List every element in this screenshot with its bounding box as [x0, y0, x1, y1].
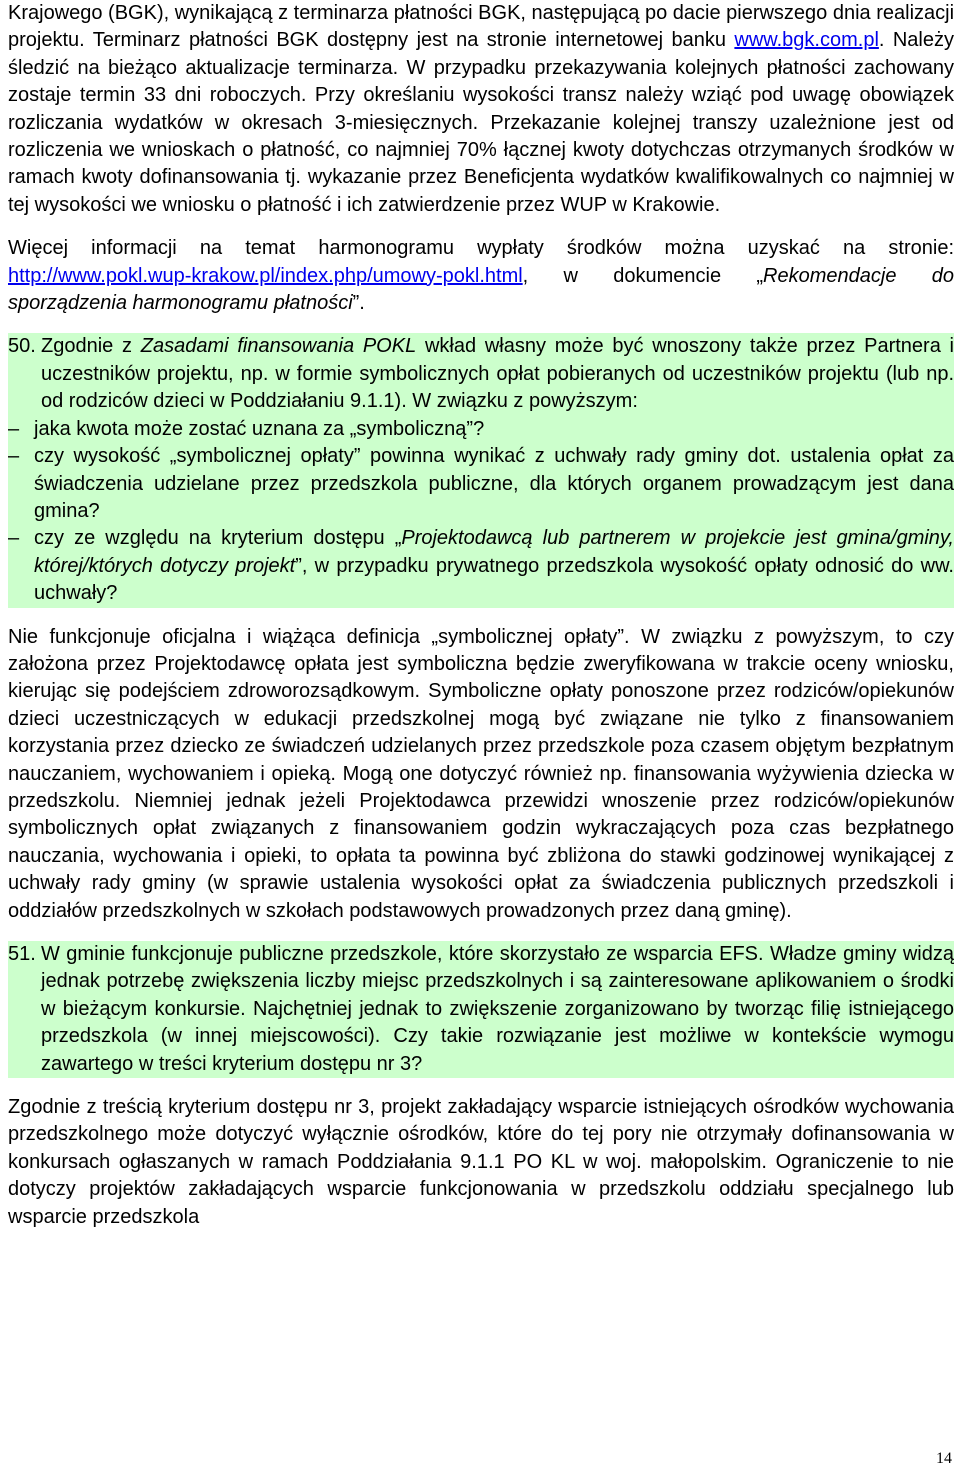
- bgk-link[interactable]: www.bgk.com.pl: [734, 29, 879, 52]
- list-item: – czy ze względu na kryterium dostępu „Projektodawcą lub partnerem w projekcie jest gmina/gminy, której/których dotyczy projekt”, w przypadku prywatnego przedszkola wysokość opłaty odnosić do ww. uchwały?: [8, 525, 954, 607]
- text: . Należy śledzić na bieżąco aktualizacje terminarza. W przypadku przekazywania kolejnych płatności zachowany zostaje termin 33 dni roboczych. Przy określaniu wysokości transz należy wziąć pod uwagę obowiązek rozliczania wydatków w okresach 3-miesięcznych. Przekazanie kolejnej transzy uzależnione jest od rozliczenia we wnioskach o płatność, co najmniej 70% łącznej kwoty dotychczas otrzymanych środków w ramach kwoty dofinansowania tj. wykazanie przez Beneficjenta wydatków kwalifikowalnych co najmniej w tej wysokości we wniosku o płatność i ich zatwierdzenie przez WUP w Krakowie.: [8, 29, 954, 216]
- question-51: [8, 941, 954, 1078]
- dash-bullet: –: [8, 527, 20, 550]
- document-page: [8, 0, 954, 1231]
- text: ”.: [352, 292, 365, 315]
- question-text: W gminie funkcjonuje publiczne przedszkole, które skorzystało ze wsparcia EFS. Władze gminy widzą jednak potrzebę zwiększenia liczby miejsc przedszkolnych i są zainteresowane aplikowaniem o środki w bieżącym konkursie. Najchętniej jednak to zwiększenie zorganizowano by tworząc filię istniejącego przedszkola (w innej miejscowości). Czy takie rozwiązanie jest możliwe w kontekście wymogu zawartego w treści kryterium dostępu nr 3?: [41, 943, 954, 1075]
- paragraph-payment-schedule: [8, 0, 954, 219]
- paragraph-more-info: [8, 235, 954, 317]
- question-number: 50.: [8, 335, 36, 358]
- list-item: – jaka kwota może zostać uznana za „symboliczną”?: [8, 416, 954, 443]
- text: Więcej informacji na temat harmonogramu wypłaty środków można uzyskać na stronie:: [8, 237, 954, 260]
- dash-bullet: –: [8, 417, 20, 440]
- question-text: Zgodnie z Zasadami finansowania POKL wkład własny może być wnoszony także przez Partnera i uczestników projektu, np. w formie symbolicznych opłat pobieranych od uczestników projektu (lub np. od rodziców dzieci w Poddziałaniu 9.1.1). W związku z powyższym:: [41, 335, 955, 413]
- answer-50: Nie funkcjonuje oficjalna i wiążąca definicja „symbolicznej opłaty”. W związku z powyższym, to czy założona przez Projektodawcę opłata jest symboliczna będzie zweryfikowana w trakcie oceny wniosku, kierując się podejściem zdroworozsądkowym. Symboliczne opłaty ponoszone przez rodziców/opiekunów dzieci uczestniczących w edukacji przedszkolnej mogą być związane nie tylko z finansowaniem korzystania przez dziecko ze świadczeń udzielanych przez przedszkole poza czasem objętym bezpłatnym nauczaniem, wychowaniem i opieką. Mogą one dotyczyć również np. finansowania wyżywienia dziecka w przedszkolu. Niemniej jednak jeżeli Projektodawca przewidzi wnoszenie przez rodziców/opiekunów symbolicznych opłat związanych z finansowaniem godzin wykraczających poza czas bezpłatnego nauczania, wychowania i opieki, to opłata ta powinna być zbliżona do stawki godzinowej wynikającej z uchwały rady gminy (w sprawie ustalenia wysokości opłat za świadczenia publicznych przedszkoli i oddziałów przedszkolnych w szkołach podstawowych prowadzonych przez daną gminę).: [8, 625, 954, 922]
- text: Krajowego (BGK), wynikającą z terminarza płatności BGK, następującą po dacie pierwszego dnia realizacji projektu. Terminarz płatności BGK dostępny jest na stronie internetowej banku: [8, 2, 955, 52]
- answer-51: Zgodnie z treścią kryterium dostępu nr 3, projekt zakładający wsparcie istniejących ośrodków wychowania przedszkolnego może dotyczyć wyłącznie ośrodków, które do tej pory nie otrzymały dofinansowania w konkursach ogłaszanych w ramach Poddziałania 9.1.1 PO KL w woj. małopolskim. Ograniczenie to nie dotyczy projektów zakładających wsparcie funkcjonowania w przedszkolu oddziału specjalnego lub wsparcie przedszkola: [8, 1096, 954, 1228]
- question-50: [8, 333, 954, 607]
- page-number: 14: [936, 1450, 952, 1467]
- question-number: 51.: [8, 943, 36, 965]
- list-item: – czy wysokość „symbolicznej opłaty” powinna wynikać z uchwały rady gminy dot. ustalenia opłat za świadczenia udzielane przez przedszkola publiczne, dla których organem prowadzącym jest dana gmina?: [8, 443, 954, 525]
- dash-bullet: –: [8, 445, 20, 468]
- wup-link[interactable]: http://www.pokl.wup-krakow.pl/index.php/umowy-pokl.html: [8, 264, 523, 287]
- document-title: Rekomendacje do sporządzenia harmonogramu płatności: [8, 264, 954, 315]
- text: , w dokumencie „: [522, 264, 764, 287]
